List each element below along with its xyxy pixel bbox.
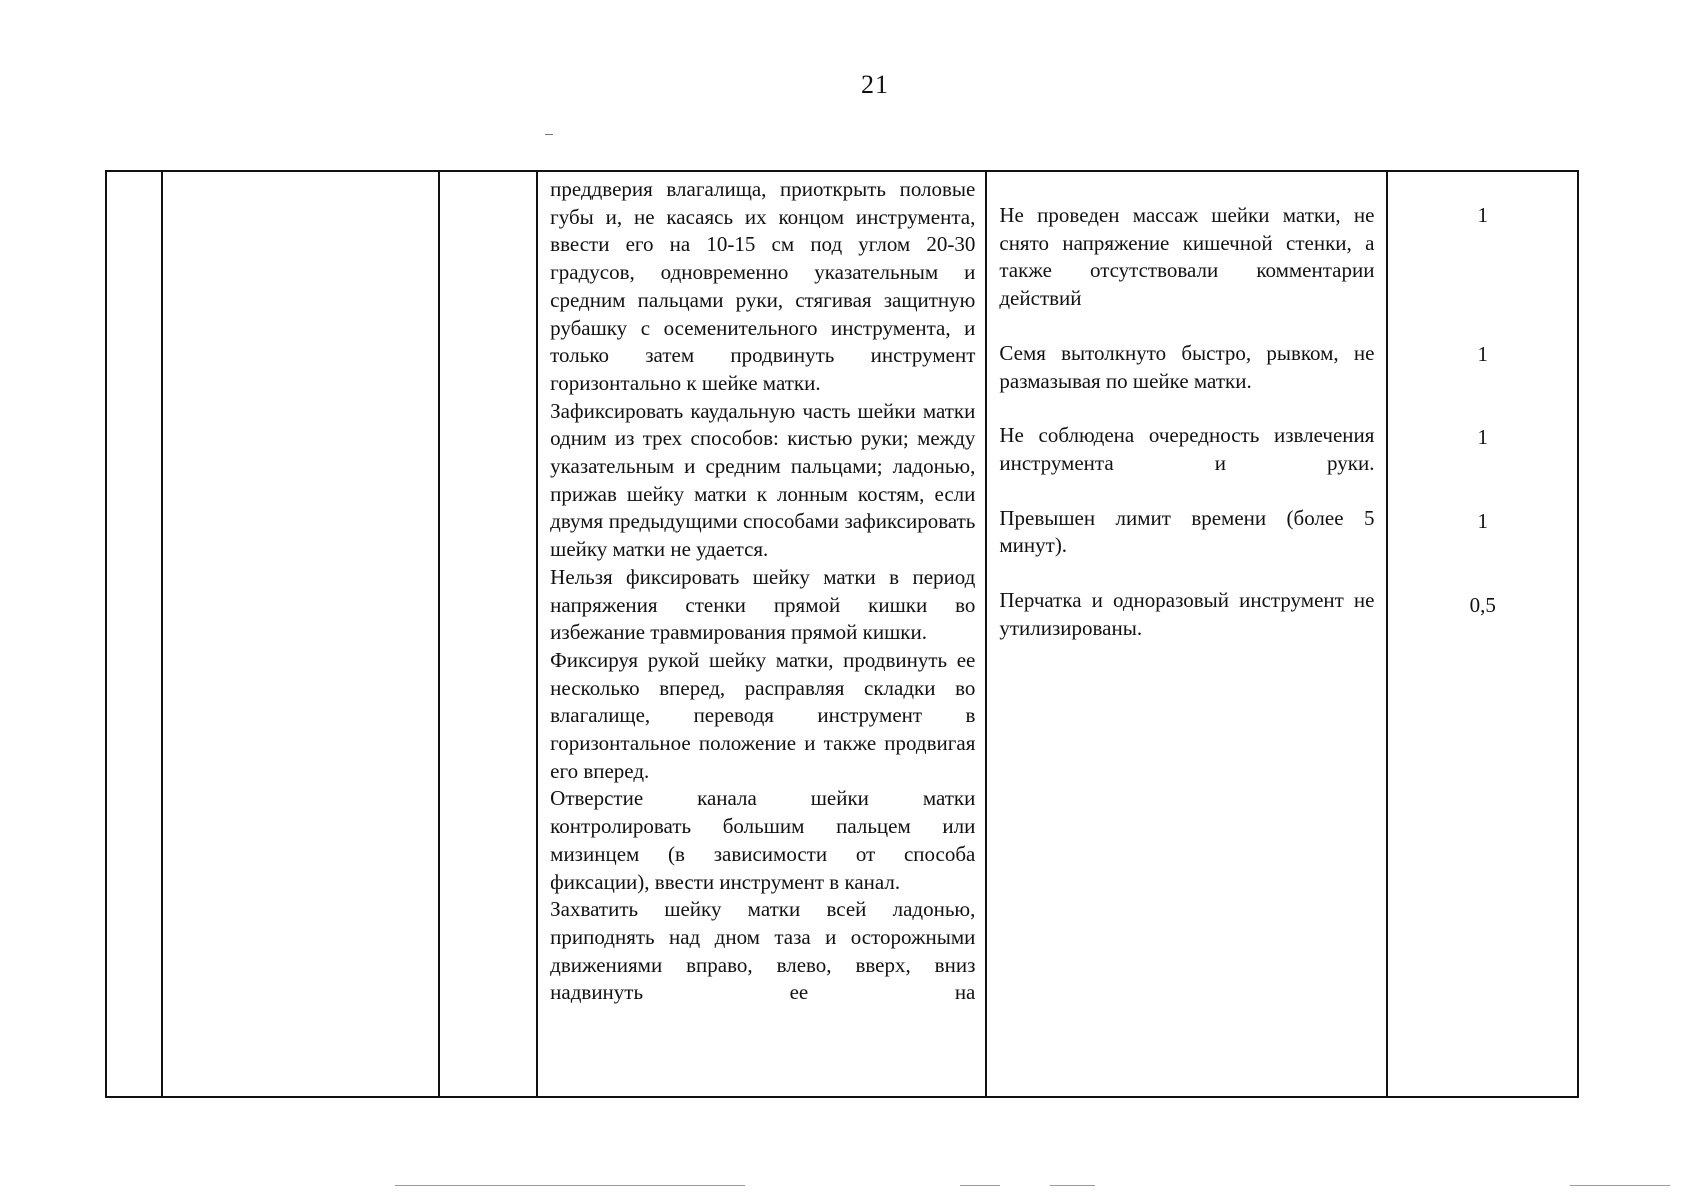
page-number: 21: [861, 70, 889, 99]
error-points: 0,5: [1469, 592, 1496, 617]
number-cell: [106, 171, 162, 1097]
scan-mark: [960, 1185, 1000, 1186]
error-item: Не соблюдена очередность извлечения инструмента и руки.: [999, 423, 1375, 475]
error-points: 1: [1477, 341, 1488, 366]
points-cell: [1387, 171, 1578, 1097]
stage-cell: [162, 171, 439, 1097]
error-points: 1: [1477, 425, 1488, 450]
scan-mark: [545, 134, 553, 135]
max-score-cell: [439, 171, 537, 1097]
scan-mark: [1050, 1185, 1095, 1186]
error-item: Семя вытолкнуто быстро, рывком, не размазывая по шейке матки.: [999, 340, 1375, 393]
error-points: 1: [1477, 509, 1488, 534]
scan-mark: [395, 1185, 745, 1186]
procedure-cell: [537, 171, 986, 1097]
procedure-paragraph: Захватить шейку матки всей ладонью, приподнять над дном таза и осторожными движениями вправо, влево, вверх, вниз надвинуть ее на: [550, 897, 976, 1005]
procedure-paragraph: Отверстие канала шейки матки контролировать большим пальцем или мизинцем (в зависимости от способа фиксации), ввести инструмент в канал.: [550, 786, 976, 894]
error-item: Перчатка и одноразовый инструмент не утилизированы.: [999, 588, 1375, 640]
criteria-table: [105, 170, 1579, 1098]
procedure-paragraph: Фиксируя рукой шейку матки, продвинуть ее несколько вперед, расправляя складки во влагалище, переводя инструмент в горизонтальное положение и также продвигая его вперед.: [550, 647, 976, 783]
error-item: Превышен лимит времени (более 5 минут).: [999, 505, 1375, 558]
scan-mark: [1570, 1185, 1670, 1186]
procedure-paragraph: Зафиксировать каудальную часть шейки матки одним из трех способов: кистью руки; между указательным и средним пальцами; ладонью, прижав шейку матки к лонным костям, если двумя предыдущими способами зафиксировать шейку матки не удается.: [550, 398, 976, 562]
procedure-paragraph: Нельзя фиксировать шейку матки в период напряжения стенки прямой кишки во избежание травмирования прямой кишки.: [550, 564, 976, 645]
error-item: Не проведен массаж шейки матки, не снято напряжение кишечной стенки, а также отсутствовали комментарии действий: [999, 203, 1375, 311]
table-row: [106, 171, 1578, 1097]
procedure-paragraph: преддверия влагалища, приоткрыть половые губы и, не касаясь их концом инструмента, ввести его на 10-15 см под углом 20-30 градусов, одновременно указательным и средним пальцами руки, стягивая защитную рубашку с осеменительного инструмента, и только затем продвинуть инструмент горизонтально к шейке матки.: [550, 177, 976, 395]
errors-cell: [986, 171, 1387, 1097]
error-points: 1: [1477, 203, 1488, 227]
